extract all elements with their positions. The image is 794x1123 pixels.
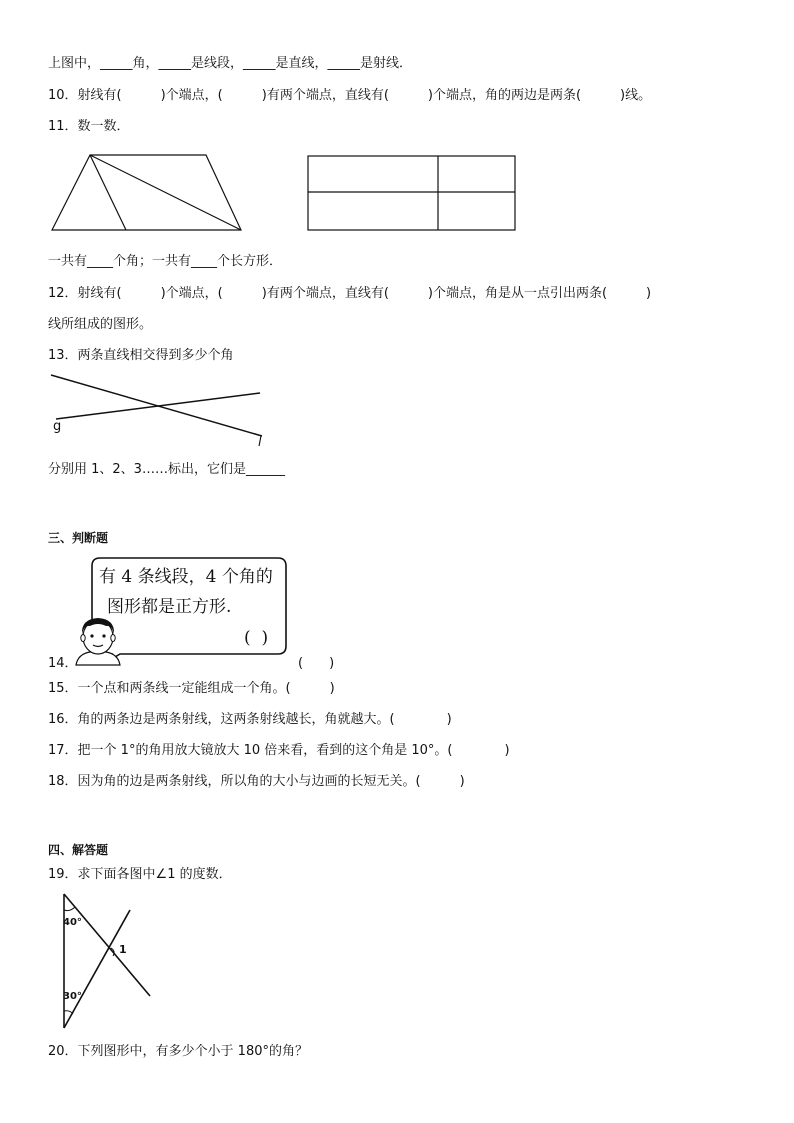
question-14: 14． <box>48 656 78 671</box>
bubble-text-line-2: 图形都是正方形. <box>107 597 232 617</box>
boy-avatar-icon <box>72 610 124 666</box>
angle-label-40: 40° <box>63 917 82 928</box>
bubble-paren: ( ) <box>244 628 269 648</box>
question-13: 13．两条直线相交得到多少个角 <box>48 348 234 363</box>
question-15: 15．一个点和两条线一定能组成一个角。( ) <box>48 681 335 696</box>
intersecting-lines-figure <box>48 370 268 450</box>
angle-triangle-figure <box>56 890 156 1032</box>
trapezoid-figure <box>48 152 244 234</box>
angle-label-30: 30° <box>63 991 82 1002</box>
bubble-text-line-1: 有 4 条线段，4 个角的 <box>99 567 273 587</box>
question-11-answer: 一共有____个角；一共有____个长方形． <box>48 254 283 269</box>
section-3-title: 三、判断题 <box>48 531 109 545</box>
line-label-l: l <box>258 435 262 450</box>
question-11: 11．数一数． <box>48 119 130 134</box>
question-12-line-1: 12．射线有( )个端点，( )有两个端点，直线有( )个端点，角是从一点引出两条( ) <box>48 286 652 301</box>
section-4-title: 四、解答题 <box>48 843 109 857</box>
rectangle-figure <box>306 154 518 234</box>
question-12-line-2: 线所组成的图形。 <box>48 317 153 332</box>
question-18: 18．因为角的边是两条射线，所以角的大小与边画的长短无关。( ) <box>48 774 465 789</box>
question-14-paren: ( ) <box>298 656 335 671</box>
line-label-g: g <box>53 419 62 434</box>
question-10: 10．射线有( )个端点，( )有两个端点，直线有( )个端点，角的两边是两条( )线。 <box>48 88 652 103</box>
angle-label-1: 1 <box>119 943 127 956</box>
question-9-blanks: 上图中，_____角，_____是线段，_____是直线，_____是射线． <box>48 56 413 71</box>
question-17: 17．把一个 1°的角用放大镜放大 10 倍来看，看到的这个角是 10°。( ) <box>48 743 510 758</box>
question-13-answer: 分别用 1、2、3……标出，它们是______ <box>48 462 285 477</box>
question-16: 16．角的两条边是两条射线，这两条射线越长，角就越大。( ) <box>48 712 452 727</box>
question-20: 20．下列图形中，有多少个小于 180°的角？ <box>48 1044 308 1059</box>
question-19: 19．求下面各图中∠1 的度数． <box>48 867 232 882</box>
